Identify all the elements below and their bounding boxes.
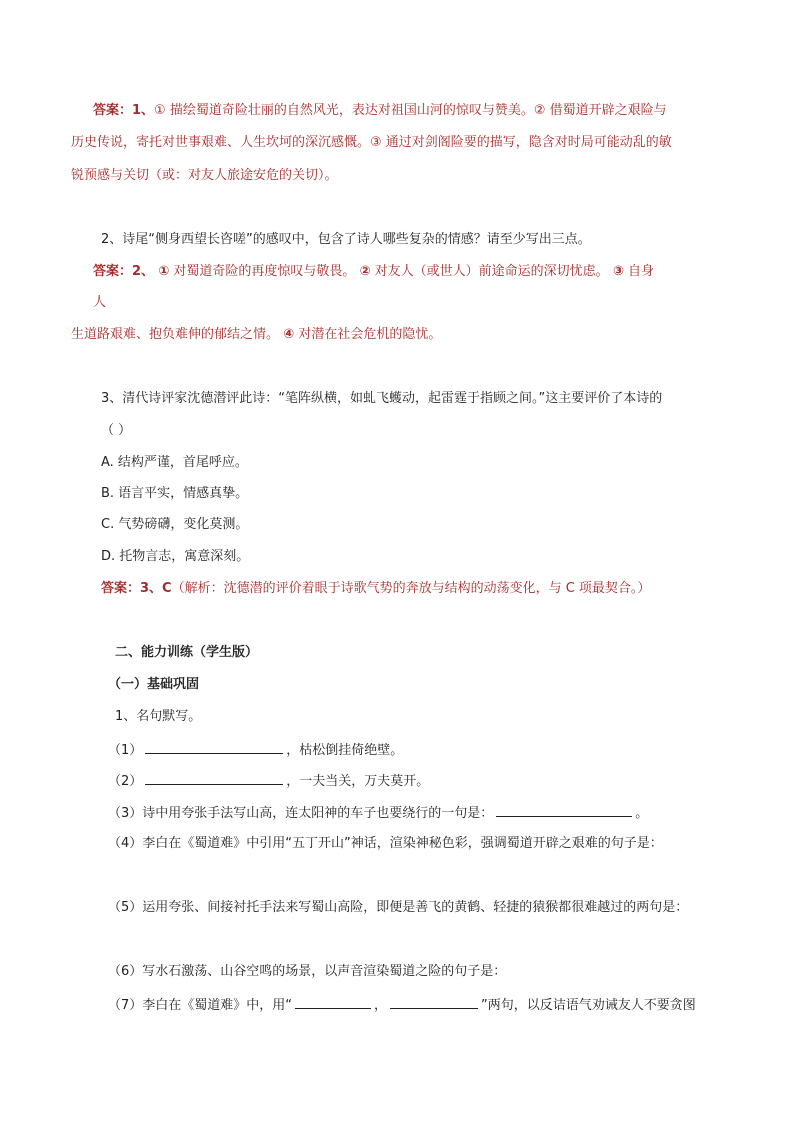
answer-2-wrap: 人 [93,295,107,310]
option-d: D. 托物言志，寓意深刻。 [101,549,250,564]
marker-4: ④ [283,327,295,342]
fill-item-2 [108,770,429,792]
option-c: C. 气势磅礴，变化莫测。 [101,517,249,532]
fill-item-3-end: 。 [635,806,649,821]
fill-item-1-num: （1） [108,743,143,758]
answer-1-text-1: ① 描绘蜀道奇险壮丽的自然风光，表达对祖国山河的惊叹与赞美。② 借蜀道开辟之艰险与 [154,103,667,118]
fill-item-7-c: ”两句，以反诘语气劝诫友人不要贪图 [481,998,696,1013]
answer-2-part-4: 对潜在社会危机的隐忧。 [298,327,442,342]
fill-item-7-a: （7）李白在《蜀道难》中，用“ [108,998,293,1013]
fill-item-4: （4）李白在《蜀道难》中引用“五丁开山”神话，渲染神秘色彩，强调蜀道开辟之艰难的句子是： [108,836,663,851]
fill-blank-7b[interactable] [390,994,478,1009]
answer-2-part-2: 对友人（或世人）前途命运的深切忧虑。 [374,264,609,279]
fill-item-3 [108,802,648,824]
fill-blank-7a[interactable] [295,994,371,1009]
marker-2: ② [359,264,371,279]
answer-1-line-3: 锐预感与关切（或：对友人旅途安危的关切）。 [71,168,338,183]
question-3: 3、清代诗评家沈德潜评此诗：“笔阵纵横，如虬飞蠖动，起雷霆于指顾之间。”这主要评价了本诗的 [101,391,663,406]
fill-item-7 [108,994,696,1016]
answer-2-part-3-cont: 生道路艰难、抱负难伸的郁结之情。 [71,327,280,342]
answer-3-label: 答案：3、C [101,581,172,596]
answer-2-label: 答案：2、 [93,264,155,279]
marker-1: ① [158,264,170,279]
fill-blank-3[interactable] [496,802,632,817]
answer-2-part-1: 对蜀道奇险的再度惊叹与敬畏。 [173,264,356,279]
marker-3: ③ [612,264,624,279]
option-b: B. 语言平实，情感真挚。 [101,486,249,501]
question-3-paren: （ ） [101,423,132,438]
fill-blank-2[interactable] [145,770,283,785]
answer-2-line-2 [71,325,441,345]
answer-1-label: 答案：1、 [93,103,155,118]
fill-item-1-text: ，枯松倒挂倚绝壁。 [286,743,404,758]
fill-item-2-text: ，一夫当关，万夫莫开。 [286,774,430,789]
fill-item-6: （6）写水石激荡、山谷空鸣的场景，以声音渲染蜀道之险的句子是： [108,964,507,979]
answer-1-line-2: 历史传说，寄托对世事艰难、人生坎坷的深沉感慨。③ 通过对剑阁险要的描写，隐含对时局可能动乱的敏 [71,135,672,150]
answer-3-text: （解析：沈德潜的评价着眼于诗歌气势的奔放与结构的动荡变化，与 C 项最契合。） [171,581,651,596]
section-title: 二、能力训练（学生版） [115,645,259,660]
subsection-title: （一）基础巩固 [108,677,200,692]
fill-item-5: （5）运用夸张、间接衬托手法来写蜀山高险，即便是善飞的黄鹤、轻捷的猿猴都很难越过的两句是： [108,900,689,915]
item-1: 1、名句默写。 [115,709,202,724]
fill-item-2-num: （2） [108,774,143,789]
answer-2-line-1 [93,262,654,282]
question-2: 2、诗尾“侧身西望长咨嗟”的感叹中，包含了诗人哪些复杂的情感？请至少写出三点。 [101,232,591,247]
answer-1-line-1 [93,101,667,121]
fill-item-3-text: （3）诗中用夸张手法写山高，连太阳神的车子也要绕行的一句是： [108,806,494,821]
answer-3 [101,579,650,599]
answer-2-part-3: 自身 [627,264,654,279]
fill-blank-1[interactable] [145,739,283,754]
fill-item-1 [108,739,403,761]
fill-item-7-b: ， [374,998,388,1013]
option-a: A. 结构严谨，首尾呼应。 [101,455,248,470]
